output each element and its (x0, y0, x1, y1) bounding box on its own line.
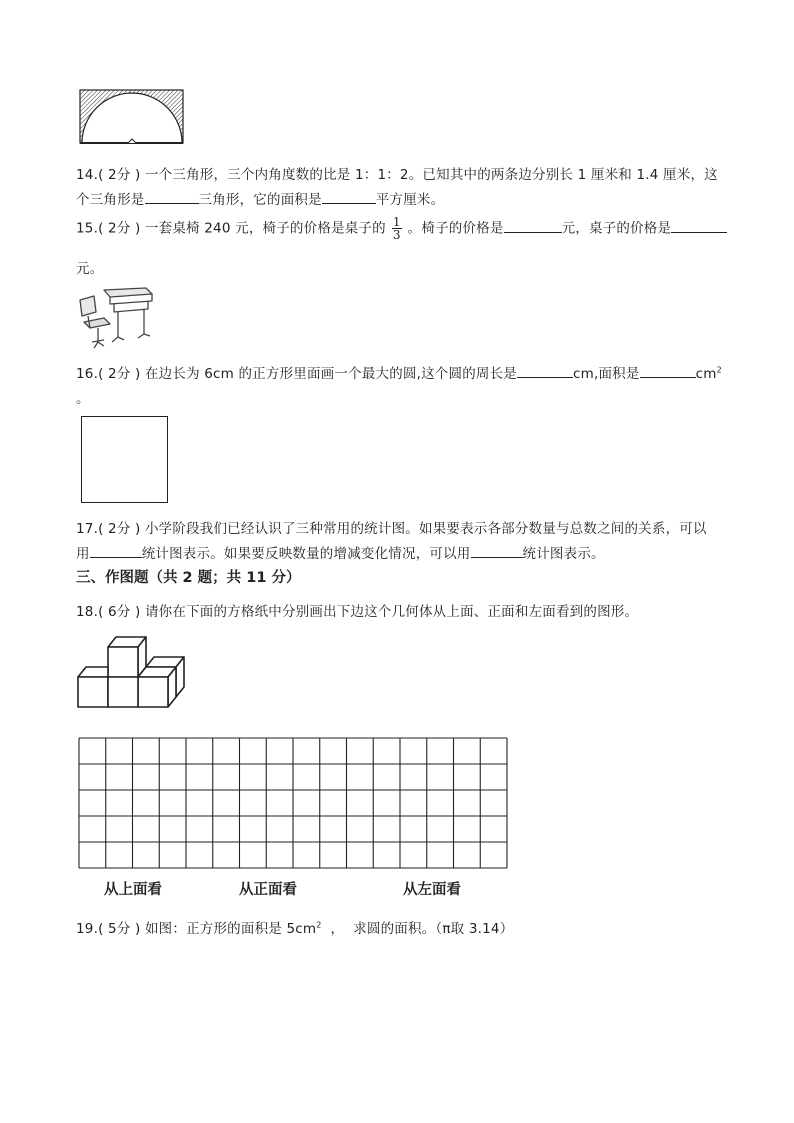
question-14-line2 (76, 188, 444, 208)
grid-label-top-view: 从上面看 (104, 882, 162, 898)
q16-text-d: 。 (76, 391, 90, 407)
q19-text-a: 19.( 5分 ) 如图：正方形的面积是 5cm (76, 921, 317, 937)
semicircle-figure (78, 88, 186, 146)
section-heading: 三、作图题（共 2 题；共 11 分） (76, 570, 301, 586)
q16-unit-sup: 2 (716, 365, 722, 375)
question-16-line1 (76, 362, 722, 382)
answer-blank[interactable] (671, 218, 727, 233)
cube-solid-figure (76, 633, 192, 711)
q15-text-b: 。椅子的价格是 (407, 220, 504, 237)
q14-text-b: 三角形，它的面积是 (198, 192, 322, 208)
answer-blank[interactable] (640, 363, 696, 378)
q17-text-c: 统计图表示。 (522, 546, 605, 562)
q17-text-a: 用 (76, 546, 90, 562)
grid-label-left-view: 从左面看 (403, 882, 461, 898)
answer-blank[interactable] (517, 363, 573, 378)
question-14-line1: 14.( 2分 ) 一个三角形，三个内角度数的比是 1：1：2。已知其中的两条边分别长 1 厘米和 1.4 厘米，这 (76, 167, 718, 183)
q15-text-d: 元。 (76, 261, 104, 277)
question-17-line2 (76, 542, 605, 562)
question-15-line1 (76, 216, 727, 241)
q16-text-b: cm,面积是 (573, 366, 640, 382)
answer-blank[interactable] (145, 189, 199, 204)
square-figure (81, 416, 168, 503)
question-19 (76, 917, 513, 937)
q14-text-c: 平方厘米。 (375, 192, 445, 208)
q16-text-a: 16.( 2分 ) 在边长为 6cm 的正方形里面画一个最大的圆,这个圆的周长是 (76, 366, 518, 382)
grid-paper[interactable] (78, 737, 508, 870)
desk-chair-illustration (74, 282, 156, 352)
grid-label-front-view: 从正面看 (239, 882, 297, 898)
q17-text-b: 统计图表示。如果要反映数量的增减变化情况，可以用 (141, 546, 471, 562)
q16-unit: cm (695, 366, 717, 382)
answer-blank[interactable] (504, 218, 562, 233)
answer-blank[interactable] (90, 543, 142, 558)
question-17-line1: 17.( 2分 ) 小学阶段我们已经认识了三种常用的统计图。如果要表示各部分数量与总数之间的关系，可以 (76, 521, 707, 537)
answer-blank[interactable] (322, 189, 376, 204)
question-18: 18.( 6分 ) 请你在下面的方格纸中分别画出下边这个几何体从上面、正面和左面看到的图形。 (76, 604, 639, 620)
q19-unit-sup: 2 (316, 920, 322, 930)
q19-text-b: ， 求圆的面积。（π取 3.14） (321, 921, 514, 937)
q15-text-c: 元，桌子的价格是 (561, 220, 672, 237)
fraction-denominator: 3 (392, 228, 401, 242)
q15-text-a: 15.( 2分 ) 一套桌椅 240 元，椅子的价格是桌子的 (76, 220, 386, 237)
fraction (392, 216, 402, 241)
q14-text-a: 个三角形是 (76, 192, 145, 208)
fraction-numerator: 1 (392, 215, 401, 229)
answer-blank[interactable] (471, 543, 523, 558)
